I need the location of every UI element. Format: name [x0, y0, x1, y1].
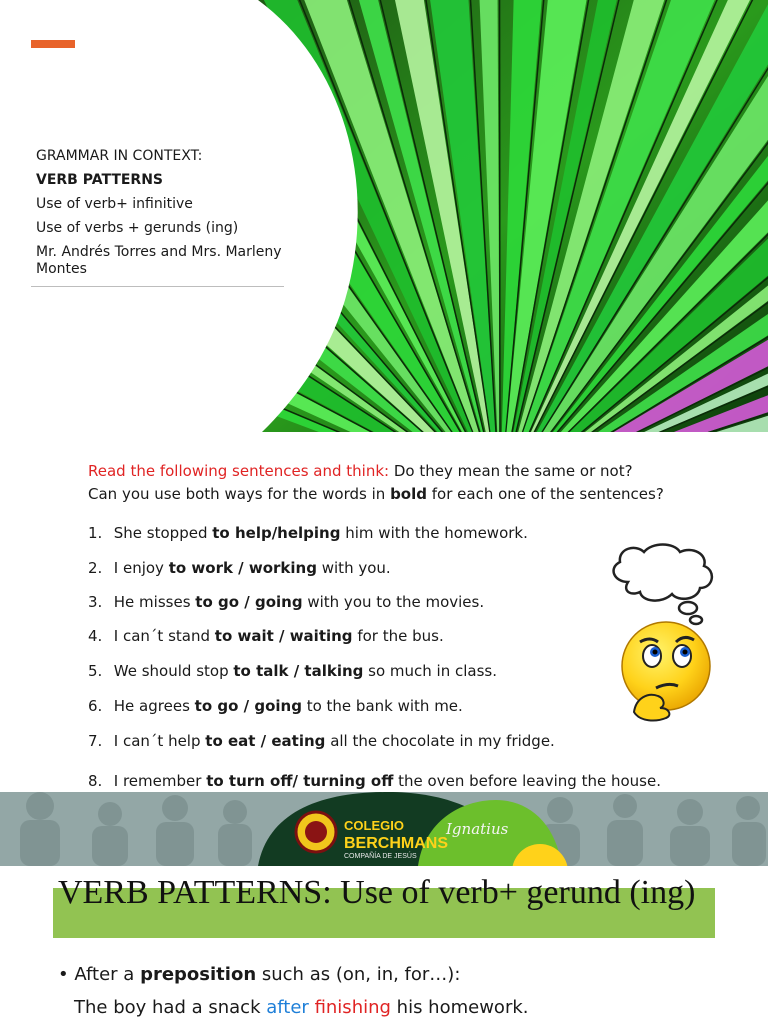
- sentence-verb-options: to eat / eating: [205, 732, 326, 750]
- sentence-text-end: so much in class.: [368, 662, 498, 680]
- instruction-bold-word: bold: [390, 485, 427, 503]
- sentence-item: [88, 559, 391, 577]
- school-name-1: COLEGIO: [344, 818, 404, 833]
- school-name-2: BERCHMANS: [344, 835, 448, 852]
- sentence-text-end: him with the homework.: [345, 524, 528, 542]
- sentence-text: We should stop: [113, 662, 229, 680]
- example-gerund: finishing: [314, 997, 391, 1018]
- sentence-verb-options: to work / working: [168, 559, 317, 577]
- subtitle-infinitive: Use of verb+ infinitive: [36, 196, 193, 212]
- slide-heading: VERB PATTERNS: Use of verb+ gerund (ing): [58, 874, 696, 911]
- instruction-prompt: Read the following sentences and think:: [88, 462, 390, 480]
- bullet-text-end: such as (on, in, for…):: [261, 964, 461, 985]
- sentence-text-end: with you to the movies.: [307, 593, 485, 611]
- authors: Mr. Andrés Torres and Mrs. Marleny Montes: [36, 244, 282, 277]
- sentence-number: 5.: [88, 662, 103, 680]
- sentence-verb-options: to help/helping: [212, 524, 341, 542]
- sentence-number: 2.: [88, 559, 103, 577]
- sentence-text: I can´t stand: [113, 627, 210, 645]
- sentence-item: [88, 697, 463, 715]
- instruction-question: Do they mean the same or not?: [393, 462, 633, 480]
- sentence-text: He agrees: [113, 697, 190, 715]
- accent-bar: [31, 40, 75, 48]
- exercise-slide: [0, 432, 768, 866]
- sentence-number: 1.: [88, 524, 103, 542]
- bullet-marker: •: [58, 964, 69, 985]
- example-text: The boy had a snack: [74, 997, 261, 1018]
- title-block: [36, 148, 286, 285]
- example-preposition: after: [266, 997, 309, 1018]
- bullet-bold-word: preposition: [140, 964, 257, 985]
- sentence-item: [88, 627, 444, 645]
- sentence-text: I can´t help: [113, 732, 201, 750]
- sentence-number: 4.: [88, 627, 103, 645]
- sentence-number: 3.: [88, 593, 103, 611]
- sentence-verb-options: to wait / waiting: [214, 627, 353, 645]
- sentence-text-end: with you.: [321, 559, 391, 577]
- thinking-smiley-icon: [596, 542, 736, 724]
- sentence-verb-options: to turn off/ turning off: [206, 772, 394, 790]
- sentence-item: [88, 732, 555, 750]
- sentence-text: I remember: [113, 772, 202, 790]
- sentence-verb-options: to go / going: [194, 697, 302, 715]
- sentence-verb-options: to talk / talking: [233, 662, 364, 680]
- sentence-text: He misses: [113, 593, 191, 611]
- divider: [31, 286, 284, 287]
- sentence-number: 8.: [88, 772, 103, 790]
- sentence-text-end: all the chocolate in my fridge.: [330, 732, 555, 750]
- sentence-text-end: to the bank with me.: [306, 697, 463, 715]
- sentence-text-end: for the bus.: [357, 627, 444, 645]
- ignatius-logo-text: Ignatius: [446, 820, 509, 838]
- sentence-verb-options: to go / going: [195, 593, 303, 611]
- subtitle-gerunds: Use of verbs + gerunds (ing): [36, 220, 239, 236]
- sentence-number: 7.: [88, 732, 103, 750]
- grammar-in-context-label: GRAMMAR IN CONTEXT:: [36, 148, 203, 164]
- example-text-end: his homework.: [396, 997, 529, 1018]
- school-subtitle: COMPAÑÍA DE JESÚS: [344, 853, 417, 860]
- sentence-item: [88, 524, 528, 542]
- sentence-item: [88, 593, 484, 611]
- school-footer-band: [0, 792, 768, 866]
- gerund-slide: [0, 866, 768, 1024]
- sentence-number: 6.: [88, 697, 103, 715]
- example-sentence: [74, 997, 529, 1018]
- instruction-line2-end: for each one of the sentences?: [431, 485, 664, 503]
- instruction-line2-start: Can you use both ways for the words in: [88, 485, 386, 503]
- bullet-text: After a: [74, 964, 135, 985]
- sentence-item: [88, 772, 661, 790]
- bullet-point: [58, 964, 460, 985]
- title-slide: [0, 0, 768, 432]
- sentence-text: She stopped: [113, 524, 208, 542]
- sentence-item: [88, 662, 497, 680]
- verb-patterns-title: VERB PATTERNS: [36, 172, 164, 188]
- school-footer-graphic: [0, 792, 768, 866]
- sentence-text: I enjoy: [113, 559, 164, 577]
- instructions: [88, 460, 664, 506]
- sentence-text-end: the oven before leaving the house.: [398, 772, 661, 790]
